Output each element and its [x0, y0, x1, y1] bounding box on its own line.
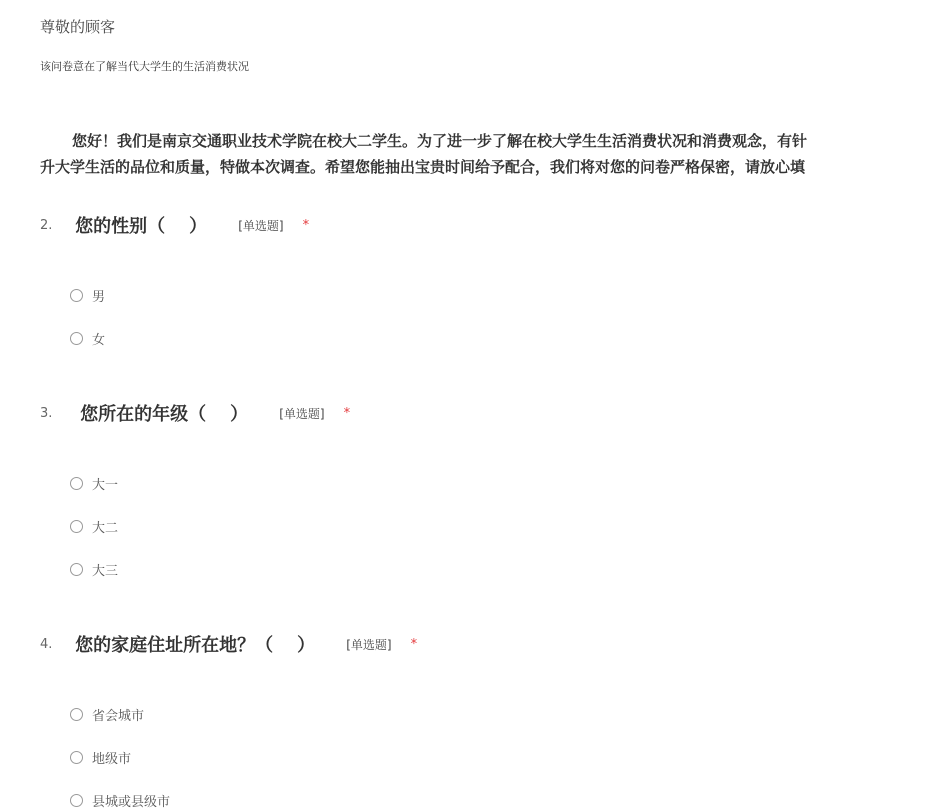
option-label: 女 — [92, 332, 106, 348]
intro-line-1: 您好！我们是南京交通职业技术学院在校大二学生。为了进一步了解在校大学生生活消费状况和消费观念，有针 — [72, 132, 808, 150]
radio-circle-icon[interactable] — [70, 477, 83, 490]
question-3-header — [40, 400, 350, 426]
option-radio-prefecture-city[interactable] — [70, 747, 131, 767]
question-title-close: ） — [189, 216, 208, 237]
question-number: 4. — [40, 636, 53, 652]
radio-circle-icon[interactable] — [70, 708, 83, 721]
question-title-text: 您的家庭住址所在地？（ — [75, 635, 274, 656]
question-type-badge: [单选题] — [279, 406, 325, 421]
intro-paragraph — [40, 128, 940, 180]
radio-circle-icon[interactable] — [70, 520, 83, 533]
option-label: 大二 — [92, 520, 119, 536]
question-title-close: ） — [297, 635, 316, 656]
question-title-text: 您所在的年级（ — [80, 404, 207, 425]
question-title — [80, 400, 248, 426]
option-radio-county[interactable] — [70, 790, 170, 810]
option-radio-freshman[interactable] — [70, 473, 118, 493]
question-title — [75, 212, 207, 238]
option-radio-male[interactable] — [70, 285, 105, 305]
option-radio-provincial-capital[interactable] — [70, 704, 144, 724]
option-radio-sophomore[interactable] — [70, 516, 118, 536]
radio-circle-icon[interactable] — [70, 289, 83, 302]
radio-circle-icon[interactable] — [70, 563, 83, 576]
option-label: 地级市 — [92, 751, 132, 767]
radio-circle-icon[interactable] — [70, 794, 83, 807]
question-type-badge: [单选题] — [238, 218, 284, 233]
option-label: 男 — [92, 289, 106, 305]
question-number: 2. — [40, 217, 53, 233]
radio-circle-icon[interactable] — [70, 332, 83, 345]
question-title-close: ） — [230, 404, 249, 425]
survey-description: 该问卷意在了解当代大学生的生活消费状况 — [40, 60, 249, 73]
required-asterisk: * — [343, 405, 351, 421]
option-label: 大一 — [92, 477, 119, 493]
option-radio-junior[interactable] — [70, 559, 118, 579]
greeting-heading: 尊敬的顾客 — [40, 18, 116, 36]
question-number: 3. — [40, 405, 53, 421]
option-label: 省会城市 — [92, 708, 145, 724]
required-asterisk: * — [302, 217, 310, 233]
question-title — [75, 631, 315, 657]
option-label: 大三 — [92, 563, 119, 579]
option-label: 县城或县级市 — [92, 794, 171, 810]
required-asterisk: * — [410, 636, 418, 652]
option-radio-female[interactable] — [70, 328, 105, 348]
question-4-header — [40, 631, 417, 657]
question-title-text: 您的性别（ — [75, 216, 166, 237]
question-2-header — [40, 212, 309, 238]
intro-line-2: 升大学生活的品位和质量，特做本次调查。希望您能抽出宝贵时间给予配合，我们将对您的问卷严格保密，请放心填 — [40, 158, 806, 176]
radio-circle-icon[interactable] — [70, 751, 83, 764]
question-type-badge: [单选题] — [346, 637, 392, 652]
